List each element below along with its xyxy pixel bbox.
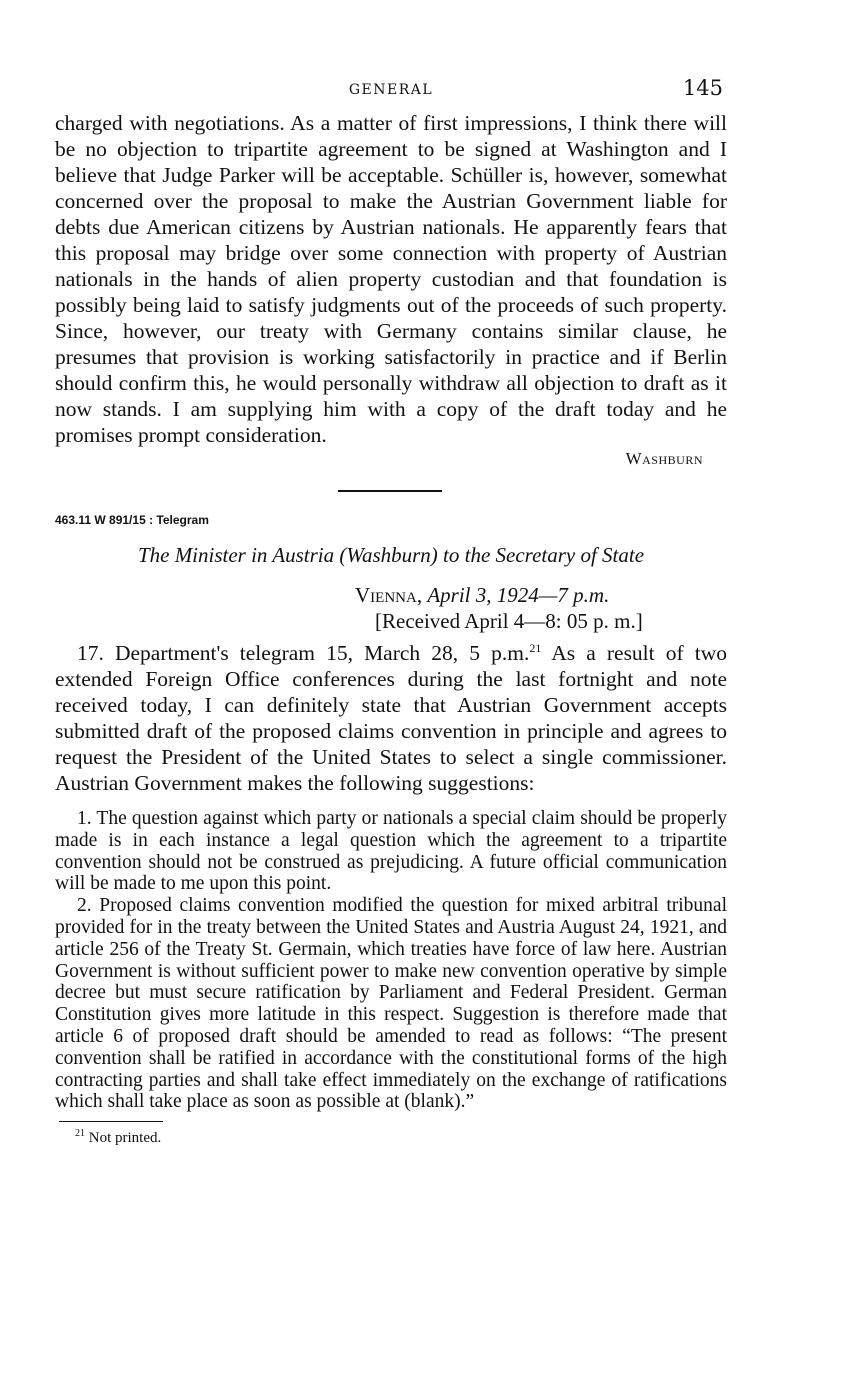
suggestion-1: 1. The question against which party or nationals a special claim should be properly made is in each instance a legal question which the agreement to a tripartite convention should not be construed as prejudicing. A future official communication will be made to me upon this point. (55, 808, 727, 895)
section-divider (338, 490, 442, 492)
footnote-text: Not printed. (88, 1130, 162, 1147)
suggestion-2: 2. Proposed claims convention modified the question for mixed arbitral tribunal provided for in the treaty between the United States and Austria August 24, 1921, and article 256 of the Treaty St. Germain, which treaties have force of law here. Austrian Government is without sufficient power to make new convention operative by simple decree but must secure ratification by Parliament and Federal President. German Constitution gives more latitude in this respect. Suggestion is therefore made that article 6 of proposed draft should be amended to read as follows: “The present convention shall be ratified in accordance with the constitutional forms of the high contracting parties and shall take effect immediately on the exchange of ratifications which shall take place as soon as possible at (blank).” (55, 895, 727, 1113)
suggestions-list (55, 808, 727, 1113)
paragraph-17-lead: 17. Department's telegram 15, March 28, 5 p.m. (77, 641, 530, 665)
dateline (355, 582, 727, 608)
footnote (75, 1128, 727, 1148)
paragraph-17 (55, 640, 727, 796)
book-page (55, 70, 727, 1148)
dateline-place: Vienna, (355, 583, 423, 607)
received-note: [Received April 4—8: 05 p. m.] (375, 609, 643, 633)
continued-paragraph: charged with negotiations. As a matter of first impressions, I think there will be no objection to tripartite agreement to be signed at Washington and I believe that Judge Parker will be acceptable. Schüller is, however, somewhat concerned over the proposal to make the Austrian Government liable for debts due American citizens by Austrian nationals. He apparently fears that this proposal may bridge over some connection with property of Austrian nationals in the hands of alien property custodian and that foundation is possibly being laid to satisfy judgments out of the proceeds of such property. Since, however, our treaty with Germany contains similar clause, he presumes that provision is working satisfactorily in practice and if Berlin should confirm this, he would personally withdraw all objection to draft as it now stands. I am supplying him with a copy of the draft today and he promises prompt consideration. (55, 111, 727, 447)
signature: Washburn (625, 449, 703, 468)
footnote-ref: 21 (529, 640, 542, 655)
running-title: GENERAL (348, 82, 434, 98)
footnote-number: 21 (75, 1128, 85, 1140)
paragraph-17-body: As a result of two extended Foreign Office conferences during the last fortnight and note received today, I can definitely state that Austrian Government accepts submitted draft of the proposed claims convention in principle and agrees to request the President of the United States to select a single commissioner. Austrian Government makes the following suggestions: (55, 641, 727, 795)
page-number: 145 (682, 76, 723, 100)
document-heading: The Minister in Austria (Washburn) to the Secretary of State (137, 543, 645, 567)
running-head (55, 70, 727, 110)
footnote-divider (59, 1121, 163, 1122)
dateline-date: April 3, 1924—7 p.m. (427, 583, 610, 607)
file-reference: 463.11 W 891/15 : Telegram (55, 513, 209, 527)
